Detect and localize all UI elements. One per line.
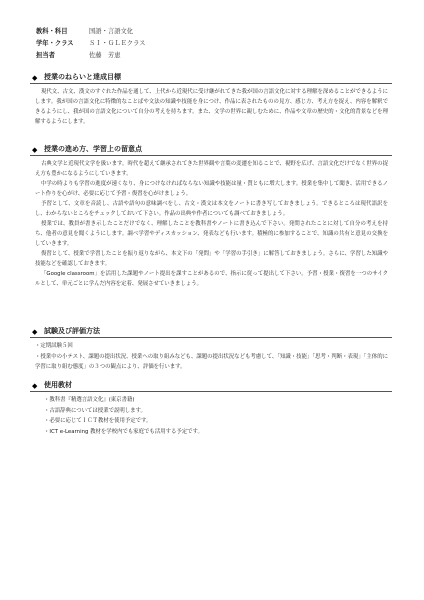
meta-label: 教科・科目 xyxy=(36,28,68,35)
meta-value: 国語・言語文化 xyxy=(89,28,134,35)
list-item: ・ICT e-Learning 教材を学校内でも家庭でも活用する予定です。 xyxy=(44,428,203,435)
section-materials xyxy=(30,380,392,437)
section-heading xyxy=(30,326,392,338)
list-item: ・必要に応じてＩＣＴ教材を使用予定です。 xyxy=(44,418,152,424)
paragraph: 古典文学と近現代文学を扱います。時代を超えて継承されてきた世界観や言葉の変遷を知ることで、視野を広げ、言語文化だけでなく世界の捉え方も豊かになるようにしていきます。 xyxy=(35,161,388,177)
heading-rule xyxy=(30,337,392,338)
section-aims xyxy=(30,72,392,127)
heading-rule xyxy=(30,391,392,392)
meta-value: ＳＩ・ＧＬＥクラス xyxy=(89,40,146,47)
diamond-bullet-icon: ◆ xyxy=(32,328,38,336)
diamond-bullet-icon: ◆ xyxy=(32,146,38,154)
section-title: 使用教材 xyxy=(44,381,72,389)
section-title: 授業の進め方、学習上の留意点 xyxy=(44,145,142,153)
diamond-bullet-icon: ◆ xyxy=(32,382,38,390)
paragraph: 復習として、授業で学習したことを振り返りながら、本文下の「発問」や「学習の手引き」に解答しておきましょう。さらに、学習した知識や技能などを確認しておきます。 xyxy=(35,251,388,267)
meta-row-class xyxy=(36,38,145,50)
section-heading xyxy=(30,380,392,392)
course-info xyxy=(36,26,145,62)
meta-row-subject xyxy=(36,26,145,38)
list-item: ・古語辞典については授業で説明します。 xyxy=(44,407,146,414)
diamond-bullet-icon: ◆ xyxy=(32,74,38,82)
section-title: 試験及び評価方法 xyxy=(44,327,100,335)
section-method xyxy=(30,144,392,289)
paragraph: 予習として、文章を音読し、古語や語句の意味調べをし、古文・漢文は本文をノートに書き写しておきましょう。できるところは現代語訳をし、わからないところをチェックしておいて下さい。作品の出典や作者についても調べておきましょう。 xyxy=(35,201,388,217)
section-body xyxy=(30,395,392,437)
paragraph: 「Google classroom」を活用した課題やノート提出を課すことがあるので、指示に従って提出して下さい。予習・授業・復習を一つのサイクルとして、単元ごとに学んだ内容を定着、発展させていきましょう。 xyxy=(35,271,388,287)
heading-rule xyxy=(30,155,392,156)
heading-rule xyxy=(30,83,392,84)
meta-label: 担当者 xyxy=(36,52,55,59)
section-heading xyxy=(30,144,392,156)
paragraph: 授業では、教員が書き示したことだけでなく、理解したことを教科書やノートに書き込んで下さい。発問されたことに対して自分の考えを持ち、他者の意見を聞くようにします。調べ学習やディスカッション、発表なども行います。積極的に参加することで、知識の共有と意見の交換をしていきます。 xyxy=(35,221,388,247)
list-item: ・授業中の小テスト、課題の提出状況、授業への取り組みなども、課題の提出状況なども考慮して、「知識・技能」「思考・判断・表現」「主体的に学習に取り組む態度」の３つの観点により、評価を行います。 xyxy=(35,353,388,370)
meta-value: 佐藤 芳恵 xyxy=(89,52,121,59)
meta-label: 学年・クラス xyxy=(36,40,74,47)
section-body xyxy=(30,341,392,372)
section-heading xyxy=(30,72,392,84)
list-item: ・教科書『精選言語文化』(東京書籍) xyxy=(44,397,135,403)
section-body xyxy=(30,159,392,289)
meta-row-teacher xyxy=(36,50,145,62)
paragraph: 中学の時よりも学習の進度が速くなり、身につけなければならない知識や技能は量・質ともに増大します。授業を集中して聞き、活用できるノート作りを心がけ、必要に応じて予習・復習を心がけましょう。 xyxy=(35,181,388,197)
section-title: 授業のねらいと達成目標 xyxy=(44,73,121,81)
section-evaluation xyxy=(30,326,392,372)
paragraph: 現代文、古文、漢文のすぐれた作品を通して、上代から近現代に受け継がれてきた我が国の言語文化に対する理解を深めることができるようにします。我が国の言語文化に特徴的なことばや文法の知識や技能を身につけ、作品に表されたものの見方、感じ方、考え方を捉え、内容を解釈できるようにし、我が国の言語文化について自分の考えを持ちます。また、文学の世界に親しむために、作品や文章の歴史的・文化的背景などを理解するようにします。 xyxy=(35,89,388,125)
section-body xyxy=(30,87,392,127)
list-item: ・定期試験５回 xyxy=(35,343,73,349)
